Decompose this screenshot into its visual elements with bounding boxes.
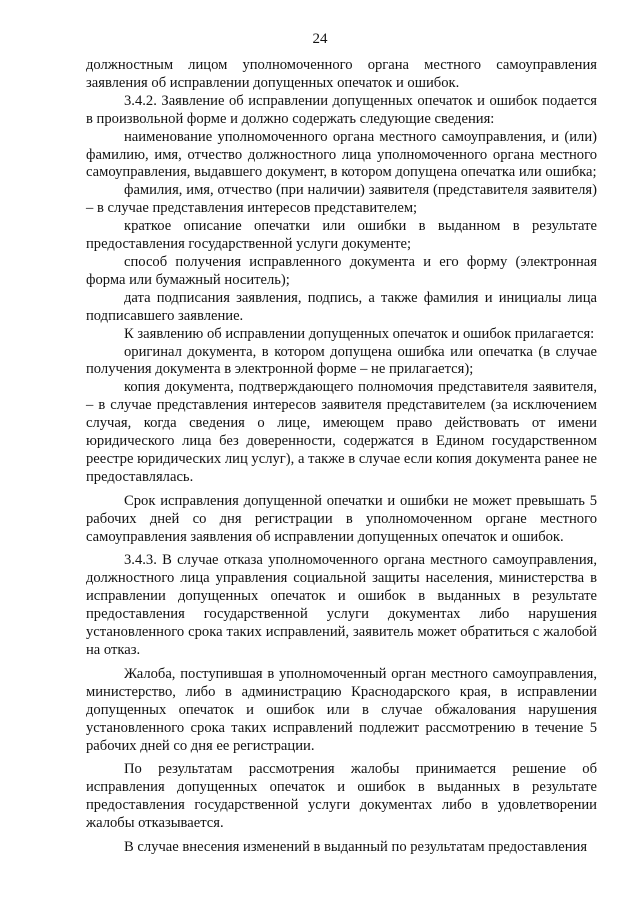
paragraph-complaint-decision: По результатам рассмотрения жалобы принимается решение об исправления допущенных опечаток и ошибок в выданных в результате предоставления государственной услуги документах либо в удовлетворении жалобы отказывается. <box>86 761 597 832</box>
paragraph-complaint: Жалоба, поступившая в уполномоченный орган местного самоуправления, министерство, либо в администрацию Краснодарского края, в исправлении допущенных опечаток и ошибок или в случае обжалования нарушения установленного срока таких исправлений подлежит рассмотрению в течение 5 рабочих дней со дня ее регистрации. <box>86 665 597 754</box>
paragraph-3-4-3: 3.4.3. В случае отказа уполномоченного органа местного самоуправления, должностного лица управления социальной защиты населения, министерства в исправлении допущенных опечаток и ошибок в выданных в результате предоставления государственной услуги документах либо нарушения установленного срока таких исправлений, заявитель может обратиться с жалобой на отказ. <box>86 552 597 658</box>
paragraph-3-4-2: 3.4.2. Заявление об исправлении допущенных опечаток и ошибок подается в произвольной форме и должно содержать следующие сведения: <box>86 92 597 127</box>
paragraph-changes: В случае внесения изменений в выданный по результатам предоставления <box>124 839 588 856</box>
paragraph-original-document: оригинал документа, в котором допущена ошибка или опечатка (в случае получения документа в электронной форме – не прилагается); <box>86 343 597 378</box>
paragraph-continuation: должностным лицом уполномоченного органа местного самоуправления заявления об исправлении допущенных опечаток и ошибок. <box>86 57 597 91</box>
paragraph-power-of-attorney: копия документа, подтверждающего полномочия представителя заявителя, – в случае представления интересов заявителя представителем (за исключением случая, когда сведения о лице, имеющем право действовать от имени юридического лица без доверенности, содержатся в Едином государственном реестре юридических лиц услуг), а также в случае если копия документа ранее не предоставлялась. <box>86 379 597 485</box>
paragraph-delivery-method: способ получения исправленного документа и его форму (электронная форма или бумажный носитель); <box>86 253 597 288</box>
body-text <box>86 57 597 857</box>
page-number: 24 <box>312 31 328 47</box>
paragraph-correction-term: Срок исправления допущенной опечатки и ошибки не может превышать 5 рабочих дней со дня регистрации в уполномоченном органе местного самоуправления заявления об исправлении допущенных опечаток и ошибок. <box>86 492 597 545</box>
paragraph-attachments-intro: К заявлению об исправлении допущенных опечаток и ошибок прилагается: <box>124 325 595 342</box>
paragraph-applicant-name: фамилия, имя, отчество (при наличии) заявителя (представителя заявителя) – в случае представления интересов представителем; <box>86 182 597 217</box>
paragraph-signature-date: дата подписания заявления, подпись, а также фамилия и инициалы лица подписавшего заявление. <box>86 289 597 324</box>
paragraph-authority-name: наименование уполномоченного органа местного самоуправления, и (или) фамилию, имя, отчество должностного лица уполномоченного органа местного самоуправления, выдавшего документ, в котором допущена опечатка или ошибка; <box>86 128 597 181</box>
paragraph-error-description: краткое описание опечатки или ошибки в выданном в результате предоставления государственной услуги документе; <box>86 218 597 253</box>
